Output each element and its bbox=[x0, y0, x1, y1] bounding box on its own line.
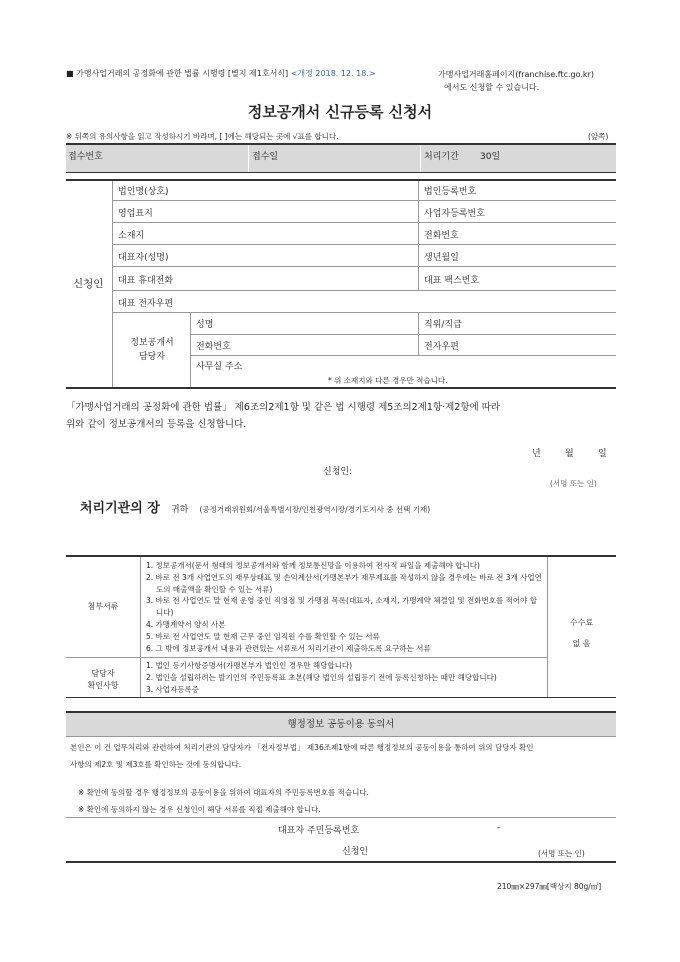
contact-email-label: 전자우편 bbox=[424, 342, 459, 352]
contact-name-label: 성명 bbox=[196, 320, 214, 330]
consent-body-line1: 본인은 이 건 업무처리와 관련하여 처리기관의 담당자가 「전자정부법」 제36조제1항에 따른 행정정보의 공동이용을 통하여 위의 담당자 확인 bbox=[70, 743, 534, 752]
date-day-label: 일 bbox=[598, 449, 607, 459]
instruction-note: ※ 뒤쪽의 유의사항을 읽고 작성하시기 바라며, [ ]에는 해당되는 곳에 √표를 합니다. bbox=[66, 132, 339, 141]
applicant-sign-label: 신청인: bbox=[323, 467, 353, 477]
rep-email-label: 대표 전자우편 bbox=[118, 299, 174, 309]
page-title: 정보공개서 신규등록 신청서 bbox=[247, 103, 433, 121]
form-reference bbox=[66, 68, 376, 79]
staff-check-item: 1. 법인 등기사항증명서(가맹본부가 법인인 경우만 해당합니다) bbox=[146, 661, 353, 670]
rep-fax-label: 대표 팩스번호 bbox=[424, 276, 480, 286]
staff-check-item: 3. 사업자등록증 bbox=[146, 684, 200, 694]
rrn-dash: - bbox=[497, 823, 501, 833]
consent-signer-note: (서명 또는 인) bbox=[538, 849, 585, 858]
recipient-line bbox=[80, 497, 430, 516]
form-law-ref: ■ 가맹사업거래의 공정화에 관한 법률 시행령 [별지 제1호서식] bbox=[66, 69, 289, 78]
business-mark-label: 영업표지 bbox=[118, 209, 153, 219]
rep-mobile-label: 대표 휴대전화 bbox=[118, 276, 174, 286]
business-reg-no-label: 사업자등록번호 bbox=[424, 209, 485, 219]
recipient-title: 처리기관의 장 bbox=[80, 501, 160, 516]
staff-check-item: 2. 법인을 설립하려는 발기인의 주민등록표 초본(해당 법인의 설립등기 전에 등록신청하는 때만 해당합니다) bbox=[146, 672, 497, 682]
contact-position-label: 직위/직급 bbox=[424, 320, 462, 330]
staff-check-list bbox=[146, 660, 546, 695]
attachment-item: 6. 그 밖에 정보공개서 내용과 관련있는 서류로서 처리기관이 제출하도록 요구하는 서류 bbox=[146, 643, 431, 653]
front-side-mark: (앞쪽) bbox=[588, 132, 609, 141]
consent-body-line2: 사항의 제2호 및 제3호를 확인하는 것에 동의합니다. bbox=[70, 760, 242, 769]
applicant-section-label: 신청인 bbox=[73, 278, 104, 290]
declaration-line1: 「가맹사업거래의 공정화에 관한 법률」 제6조의2제1항 및 같은 법 시행령 제5조의2제1항·제2항에 따라 bbox=[66, 402, 501, 413]
signature-note: (서명 또는 인) bbox=[550, 479, 597, 488]
declaration-line2: 위와 같이 정보공개서의 등록을 신청합니다. bbox=[66, 419, 247, 430]
consent-signer-label: 신청인 bbox=[342, 847, 369, 857]
attachments-list bbox=[146, 560, 544, 654]
processing-period-value: 30일 bbox=[480, 152, 501, 162]
attachment-item: 1. 정보공개서(문서 형태의 정보공개서와 함께 정보통신망을 이용하여 전자적 파일을 제출해야 합니다) bbox=[146, 561, 480, 570]
receipt-number-label: 접수번호 bbox=[68, 152, 103, 162]
online-note-line2: 에서도 신청할 수 있습니다. bbox=[444, 83, 540, 92]
online-note-line1: 가맹사업거래홈페이지(franchise.ftc.go.kr) bbox=[438, 70, 594, 79]
attachments-label: 첨부서류 bbox=[87, 602, 119, 611]
recipient-note: (공정거래위원회/서울특별시장/인천광역시장/경기도지사 중 선택 기재) bbox=[199, 505, 431, 514]
phone-label: 전화번호 bbox=[424, 231, 459, 241]
contact-phone-label: 전화번호 bbox=[196, 342, 231, 352]
attachment-item: 5. 바로 전 사업연도 말 현재 근무 중인 임직원 수를 확인할 수 있는 서류 bbox=[146, 631, 380, 641]
office-address-label: 사무실 주소 bbox=[196, 362, 243, 372]
staff-check-label-line2: 확인사항 bbox=[87, 681, 119, 690]
fee-value: 없 음 bbox=[572, 639, 591, 648]
processing-period-label: 처리기간 bbox=[424, 152, 459, 162]
contact-label-line2: 담당자 bbox=[138, 352, 166, 362]
staff-check-label-line1: 담당자 bbox=[91, 669, 115, 678]
recipient-suffix: 귀하 bbox=[170, 505, 189, 515]
contact-label-line1: 정보공개서 bbox=[130, 338, 174, 348]
form-revision: <개정 2018. 12. 18.> bbox=[290, 69, 376, 78]
receipt-date-label: 접수일 bbox=[252, 152, 279, 162]
representative-label: 대표자(성명) bbox=[118, 253, 169, 263]
attachment-item: 2. 바로 전 3개 사업연도의 재무상태표 및 손익계산서(가맹본부가 재무제표를 작성하지 않을 경우에는 바로 전 3개 사업연도의 매출액을 확인할 수 있는 서류) bbox=[146, 572, 542, 594]
address-label: 소재지 bbox=[118, 231, 145, 241]
consent-note2: ※ 확인에 동의하지 않는 경우 신청인이 해당 서류를 직접 제출해야 합니다. bbox=[78, 805, 321, 814]
attachment-item: 4. 가맹계약서 양식 사본 bbox=[146, 619, 226, 629]
date-month-label: 월 bbox=[565, 449, 574, 459]
date-year-label: 년 bbox=[532, 449, 541, 459]
consent-note1: ※ 확인에 동의할 경우 행정정보의 공동이용을 위하여 대표자의 주민등록번호를 적습니다. bbox=[78, 788, 369, 797]
rrn-label: 대표자 주민등록번호 bbox=[278, 826, 360, 836]
processing-row bbox=[66, 145, 616, 172]
birth-date-label: 생년월일 bbox=[424, 253, 459, 263]
attachment-item: 3. 바로 전 사업연도 말 현재 운영 중인 직영점 및 가맹점 목록(대표자, 소재지, 가맹계약 체결일 및 전화번호를 적어야 합니다) bbox=[146, 596, 538, 618]
fee-label: 수수료 bbox=[569, 618, 594, 627]
staff-check-label bbox=[66, 668, 140, 692]
contact-section-label bbox=[113, 336, 191, 364]
paper-spec: 210㎜×297㎜[백상지 80g/㎡] bbox=[497, 882, 602, 891]
corp-name-label: 법인명(상호) bbox=[118, 187, 169, 197]
consent-header: 행정정보 공동이용 동의서 bbox=[66, 713, 616, 736]
office-address-note: * 위 소재지와 다른 경우만 적습니다. bbox=[328, 376, 448, 385]
corp-reg-no-label: 법인등록번호 bbox=[424, 187, 477, 197]
online-note bbox=[438, 68, 594, 94]
